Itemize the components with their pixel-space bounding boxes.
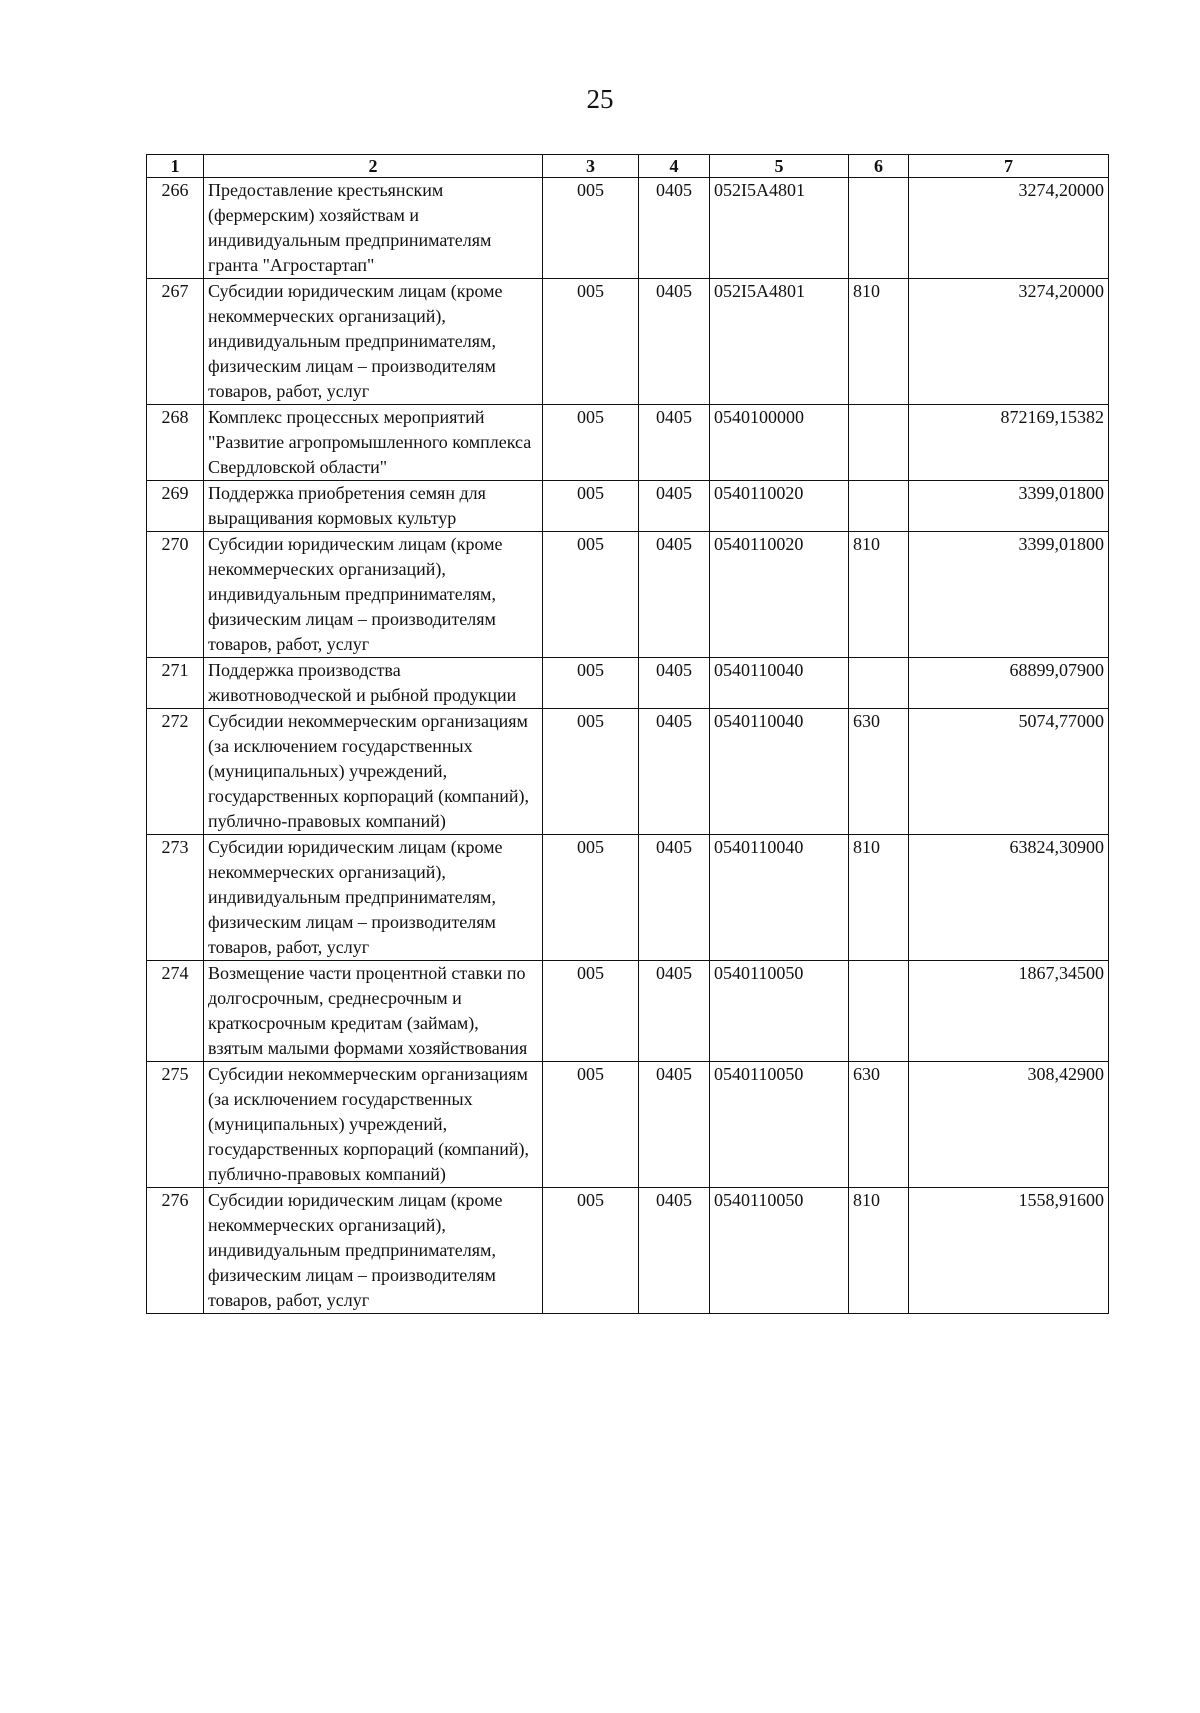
table-row [147,709,1109,835]
row-col-6: 630 [849,709,909,835]
row-number: 268 [147,405,204,481]
table-row [147,279,1109,405]
row-col-3: 005 [543,658,639,709]
row-amount: 308,42900 [909,1062,1109,1188]
row-number: 274 [147,961,204,1062]
table-row [147,658,1109,709]
row-number: 267 [147,279,204,405]
table-row [147,961,1109,1062]
row-name: Комплекс процессных мероприятий "Развитие агропромышленного комплекса Свердловской области" [204,405,543,481]
row-number: 266 [147,178,204,279]
header-col-6: 6 [849,155,909,178]
row-number: 276 [147,1188,204,1314]
table-row [147,1188,1109,1314]
row-col-4: 0405 [639,279,710,405]
row-name: Субсидии юридическим лицам (кроме некоммерческих организаций), индивидуальным предпринимателям, физическим лицам – производителям товаров, работ, услуг [204,532,543,658]
row-number: 275 [147,1062,204,1188]
row-name: Поддержка производства животноводческой и рыбной продукции [204,658,543,709]
row-amount: 5074,77000 [909,709,1109,835]
row-amount: 3399,01800 [909,481,1109,532]
row-col-4: 0405 [639,405,710,481]
row-col-5: 0540110050 [710,1062,849,1188]
row-col-4: 0405 [639,835,710,961]
row-name: Субсидии юридическим лицам (кроме некоммерческих организаций), индивидуальным предпринимателям, физическим лицам – производителям товаров, работ, услуг [204,279,543,405]
row-amount: 1558,91600 [909,1188,1109,1314]
table-row [147,178,1109,279]
row-amount: 3274,20000 [909,279,1109,405]
header-col-4: 4 [639,155,710,178]
row-col-4: 0405 [639,1188,710,1314]
row-name: Субсидии юридическим лицам (кроме некоммерческих организаций), индивидуальным предпринимателям, физическим лицам – производителям товаров, работ, услуг [204,835,543,961]
row-col-4: 0405 [639,658,710,709]
row-col-6: 810 [849,835,909,961]
row-col-3: 005 [543,178,639,279]
row-col-3: 005 [543,1062,639,1188]
table-row [147,835,1109,961]
row-col-5: 0540110020 [710,532,849,658]
row-amount: 68899,07900 [909,658,1109,709]
row-col-4: 0405 [639,709,710,835]
budget-table [146,154,1109,1314]
row-col-3: 005 [543,405,639,481]
row-col-4: 0405 [639,961,710,1062]
row-col-3: 005 [543,481,639,532]
row-col-6 [849,961,909,1062]
row-amount: 1867,34500 [909,961,1109,1062]
header-col-3: 3 [543,155,639,178]
row-col-6: 810 [849,532,909,658]
table-header [147,155,1109,178]
page-number: 25 [586,84,614,114]
table-row [147,532,1109,658]
row-col-5: 0540110050 [710,1188,849,1314]
row-name: Поддержка приобретения семян для выращивания кормовых культур [204,481,543,532]
row-col-4: 0405 [639,178,710,279]
row-col-6 [849,658,909,709]
row-amount: 3399,01800 [909,532,1109,658]
header-col-5: 5 [710,155,849,178]
row-col-5: 0540110020 [710,481,849,532]
row-col-5: 052I5A4801 [710,178,849,279]
row-col-4: 0405 [639,481,710,532]
row-col-4: 0405 [639,532,710,658]
row-col-5: 0540100000 [710,405,849,481]
header-row [147,155,1109,178]
row-col-3: 005 [543,709,639,835]
row-name: Субсидии некоммерческим организациям (за исключением государственных (муниципальных) учреждений, государственных корпораций (компаний), публично-правовых компаний) [204,709,543,835]
row-name: Субсидии некоммерческим организациям (за исключением государственных (муниципальных) учреждений, государственных корпораций (компаний), публично-правовых компаний) [204,1062,543,1188]
row-amount: 63824,30900 [909,835,1109,961]
table-row [147,405,1109,481]
row-col-6 [849,481,909,532]
row-number: 269 [147,481,204,532]
header-col-1: 1 [147,155,204,178]
row-name: Возмещение части процентной ставки по долгосрочным, среднесрочным и краткосрочным кредитам (займам), взятым малыми формами хозяйствования [204,961,543,1062]
row-col-5: 0540110040 [710,658,849,709]
header-col-7: 7 [909,155,1109,178]
row-col-3: 005 [543,1188,639,1314]
row-number: 271 [147,658,204,709]
row-col-3: 005 [543,532,639,658]
row-number: 270 [147,532,204,658]
row-amount: 3274,20000 [909,178,1109,279]
row-col-4: 0405 [639,1062,710,1188]
row-name: Субсидии юридическим лицам (кроме некоммерческих организаций), индивидуальным предпринимателям, физическим лицам – производителям товаров, работ, услуг [204,1188,543,1314]
row-col-5: 0540110040 [710,709,849,835]
row-col-6 [849,405,909,481]
row-col-6 [849,178,909,279]
row-col-6: 810 [849,1188,909,1314]
row-col-6: 810 [849,279,909,405]
row-col-6: 630 [849,1062,909,1188]
row-number: 272 [147,709,204,835]
row-name: Предоставление крестьянским (фермерским) хозяйствам и индивидуальным предпринимателям гранта "Агростартап" [204,178,543,279]
header-col-2: 2 [204,155,543,178]
row-number: 273 [147,835,204,961]
row-col-5: 0540110040 [710,835,849,961]
row-amount: 872169,15382 [909,405,1109,481]
row-col-5: 052I5A4801 [710,279,849,405]
table-body [147,178,1109,1314]
table-row [147,481,1109,532]
row-col-3: 005 [543,961,639,1062]
row-col-5: 0540110050 [710,961,849,1062]
table-row [147,1062,1109,1188]
row-col-3: 005 [543,279,639,405]
row-col-3: 005 [543,835,639,961]
